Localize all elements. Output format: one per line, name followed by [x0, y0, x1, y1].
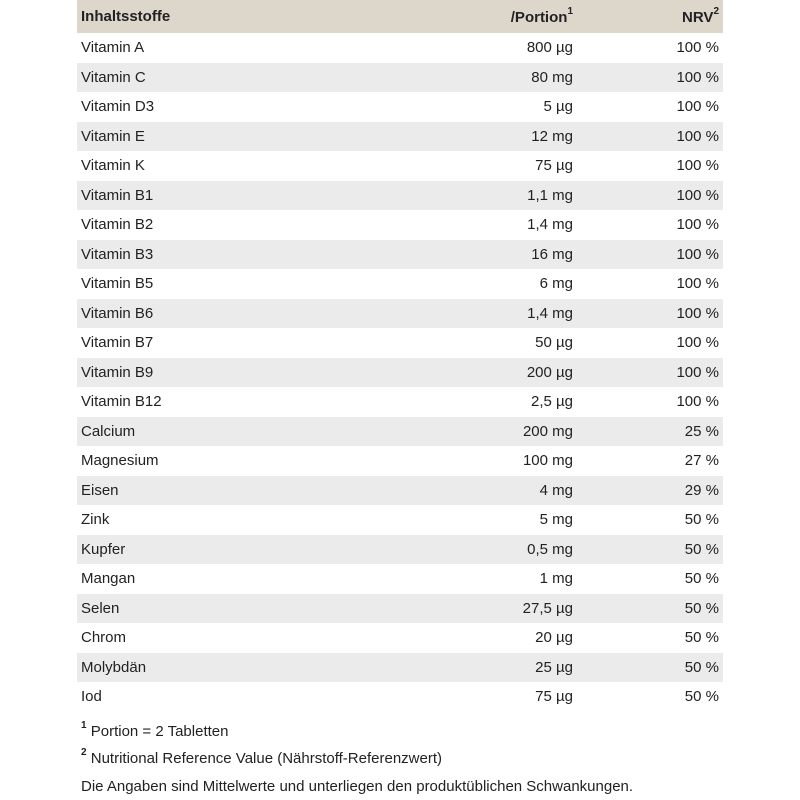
portion-amount: 4 mg — [539, 481, 573, 499]
table-row — [77, 358, 723, 388]
nrv-percent: 29 % — [684, 481, 719, 499]
ingredient-name: Vitamin B6 — [81, 304, 154, 322]
portion-amount: 25 µg — [535, 658, 573, 676]
portion-amount: 80 mg — [531, 68, 573, 86]
ingredient-name: Vitamin B12 — [81, 393, 162, 411]
ingredient-name: Calcium — [81, 422, 136, 440]
nrv-percent: 100 % — [676, 275, 719, 293]
table-body — [77, 33, 723, 712]
table-row — [77, 535, 723, 565]
portion-amount: 1,4 mg — [527, 216, 573, 234]
ingredient-name: Vitamin B1 — [81, 186, 154, 204]
table-row — [77, 122, 723, 152]
ingredient-name: Vitamin D3 — [81, 98, 155, 116]
portion-amount: 5 µg — [543, 98, 573, 116]
ingredient-name: Mangan — [81, 570, 136, 588]
ingredient-name: Vitamin A — [81, 39, 145, 57]
nrv-percent: 100 % — [676, 334, 719, 352]
table-row — [77, 653, 723, 683]
table-row — [77, 63, 723, 93]
table-row — [77, 476, 723, 506]
table-row — [77, 181, 723, 211]
table-row — [77, 328, 723, 358]
nrv-percent: 50 % — [684, 658, 719, 676]
table-row — [77, 623, 723, 653]
table-row — [77, 299, 723, 329]
portion-amount: 800 µg — [526, 39, 573, 57]
portion-amount: 12 mg — [531, 127, 573, 145]
table-row — [77, 594, 723, 624]
nrv-percent: 50 % — [684, 540, 719, 558]
nrv-percent: 100 % — [676, 393, 719, 411]
footnote-2: $^2$ Nutritional Reference Value (Nährstoff-Referenzwert) — [81, 747, 442, 767]
ingredient-name: Vitamin K — [81, 157, 145, 175]
nrv-percent: 100 % — [676, 127, 719, 145]
portion-amount: 2,5 µg — [530, 393, 573, 411]
table-row — [77, 240, 723, 270]
disclaimer: Die Angaben sind Mittelwerte und unterliegen den produktüblichen Schwankungen. — [81, 778, 634, 795]
nrv-percent: 50 % — [684, 511, 719, 529]
portion-amount: 5 mg — [539, 511, 573, 529]
ingredient-name: Vitamin E — [81, 127, 145, 145]
ingredient-name: Vitamin B2 — [81, 216, 154, 234]
footnote-1: $^1$ Portion = 2 Tabletten — [81, 720, 229, 740]
nrv-percent: 50 % — [684, 629, 719, 647]
table-row — [77, 92, 723, 122]
ingredient-name: Molybdän — [81, 658, 147, 676]
ingredient-name: Vitamin B5 — [81, 275, 154, 293]
portion-amount: 200 mg — [522, 422, 573, 440]
table-row — [77, 682, 723, 712]
table-header — [77, 0, 723, 33]
nrv-percent: 100 % — [676, 157, 719, 175]
table-row — [77, 505, 723, 535]
ingredient-name: Vitamin C — [81, 68, 146, 86]
header-portion: /Portion$^1$ — [510, 5, 573, 26]
table-row — [77, 269, 723, 299]
table-row — [77, 33, 723, 63]
portion-amount: 20 µg — [535, 629, 573, 647]
nrv-percent: 100 % — [676, 245, 719, 263]
header-nrv: NRV$^2$ — [682, 5, 719, 26]
ingredient-name: Chrom — [81, 629, 127, 647]
nrv-percent: 25 % — [684, 422, 719, 440]
table-row — [77, 151, 723, 181]
nrv-percent: 50 % — [684, 688, 719, 706]
table-row — [77, 564, 723, 594]
portion-amount: 200 µg — [526, 363, 573, 381]
ingredient-name: Kupfer — [81, 540, 126, 558]
nrv-percent: 100 % — [676, 304, 719, 322]
portion-amount: 75 µg — [535, 688, 573, 706]
table-row — [77, 446, 723, 476]
nutrition-table — [77, 0, 723, 712]
ingredient-name: Iod — [81, 688, 102, 706]
nrv-percent: 50 % — [684, 570, 719, 588]
portion-amount: 27,5 µg — [522, 599, 573, 617]
portion-amount: 0,5 mg — [527, 540, 573, 558]
ingredient-name: Selen — [81, 599, 120, 617]
portion-amount: 100 mg — [522, 452, 573, 470]
nrv-percent: 27 % — [684, 452, 719, 470]
footnotes — [81, 716, 442, 770]
nrv-percent: 100 % — [676, 98, 719, 116]
nrv-percent: 100 % — [676, 68, 719, 86]
table-row — [77, 210, 723, 240]
nrv-percent: 100 % — [676, 186, 719, 204]
portion-amount: 1,1 mg — [527, 186, 573, 204]
ingredient-name: Zink — [81, 511, 110, 529]
portion-amount: 1,4 mg — [527, 304, 573, 322]
table-row — [77, 417, 723, 447]
portion-amount: 16 mg — [531, 245, 573, 263]
nrv-percent: 100 % — [676, 216, 719, 234]
nrv-percent: 100 % — [676, 39, 719, 57]
portion-amount: 6 mg — [539, 275, 573, 293]
ingredient-name: Vitamin B9 — [81, 363, 154, 381]
portion-amount: 75 µg — [535, 157, 573, 175]
ingredient-name: Vitamin B3 — [81, 245, 154, 263]
portion-amount: 50 µg — [535, 334, 573, 352]
header-ingredients: Inhaltsstoffe — [81, 8, 171, 25]
portion-amount: 1 mg — [539, 570, 573, 588]
nrv-percent: 100 % — [676, 363, 719, 381]
nrv-percent: 50 % — [684, 599, 719, 617]
ingredient-name: Eisen — [81, 481, 119, 499]
ingredient-name: Vitamin B7 — [81, 334, 154, 352]
table-row — [77, 387, 723, 417]
ingredient-name: Magnesium — [81, 452, 159, 470]
